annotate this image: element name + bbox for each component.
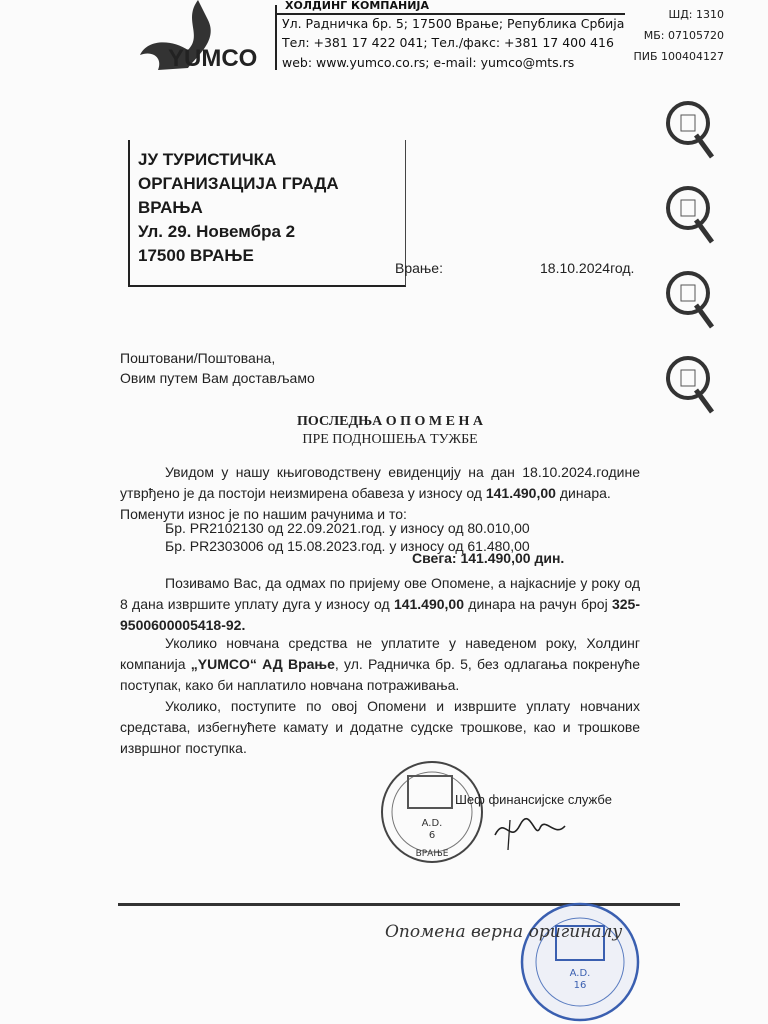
recipient-box bbox=[128, 140, 406, 287]
svg-text:YUMCO: YUMCO bbox=[168, 45, 258, 72]
company-phone: Тел: +381 17 422 041; Тел./факс: +381 17 400 416 bbox=[282, 35, 614, 50]
paragraph-4: Уколико, поступите по овој Опомени и извршите уплату новчаних средстава, избегнућете камату и додатне судске трошкове, као и трошкове извршног поступка. bbox=[120, 698, 640, 756]
paragraph-1: Увидом у нашу књиговодствену евиденцију на дан 18.10.2024.године утврђено је да постоји неизмирена обавеза у износу од 141.490,00 динара. bbox=[120, 464, 640, 501]
invoice-line: Бр. PR2303006 од 15.08.2023.год. у износу од 61.480,00 bbox=[165, 538, 530, 554]
certified-copy-stamp bbox=[518, 900, 642, 1024]
quality-cert-icon bbox=[664, 350, 716, 416]
recipient-line: 17500 ВРАЊЕ bbox=[138, 246, 254, 265]
bank-account: 325-9500600005418-92. bbox=[120, 596, 640, 633]
quality-cert-icon bbox=[664, 265, 716, 331]
paragraph-1-note: Поменути износ је по нашим рачунима и то: bbox=[120, 506, 407, 522]
document-title: ПОСЛЕДЊА О П О М Е Н А bbox=[297, 414, 483, 429]
company-sd: ШД: 1310 bbox=[668, 8, 724, 21]
total: Свега: 141.490,00 дин. bbox=[412, 550, 565, 566]
paragraph-2: Позивамо Вас, да одмах по пријему ове Опомене, а најкасније у року од 8 дана извршите уплату дуга у износу од 141.490,00 динара на рачун број 325-9500600005418-92. bbox=[120, 575, 640, 633]
svg-text:6: 6 bbox=[428, 830, 436, 841]
recipient-line: Ул. 29. Новембра 2 bbox=[138, 222, 296, 241]
quality-cert-icon bbox=[664, 95, 716, 161]
svg-text:ВРАЊЕ: ВРАЊЕ bbox=[415, 849, 449, 859]
quality-cert-icon bbox=[664, 180, 716, 246]
document-subtitle: ПРЕ ПОДНОШЕЊА ТУЖБЕ bbox=[302, 432, 478, 447]
svg-text:A.D.: A.D. bbox=[421, 818, 443, 829]
svg-text:A.D.: A.D. bbox=[569, 968, 591, 979]
place: Врање: bbox=[395, 260, 443, 276]
company-mb: МБ: 07105720 bbox=[643, 29, 724, 42]
company-stamp bbox=[378, 758, 486, 866]
recipient-line: ОРГАНИЗАЦИЈА ГРАДА bbox=[138, 174, 339, 193]
invoice-line: Бр. PR2102130 од 22.09.2021.год. у износу од 80.010,00 bbox=[165, 520, 530, 536]
handwritten-note: Опомена верна оригиналу bbox=[385, 922, 623, 942]
signature-label: Шеф финансијске службе bbox=[455, 792, 612, 807]
company-top-line: ХОЛДИНГ КОМПАНИЈА bbox=[285, 0, 430, 12]
debt-amount: 141.490,00 bbox=[485, 485, 556, 501]
recipient-line: ВРАЊА bbox=[138, 198, 203, 217]
intro: Овим путем Вам достављамо bbox=[120, 370, 315, 386]
greeting: Поштовани/Поштована, bbox=[120, 350, 276, 366]
signature bbox=[490, 810, 570, 850]
header-rule bbox=[275, 13, 625, 15]
yumco-logo bbox=[128, 0, 278, 72]
date: 18.10.2024год. bbox=[540, 260, 635, 276]
company-address: Ул. Радничка бр. 5; 17500 Врање; Република Србија bbox=[282, 16, 625, 31]
company-pib: ПИБ 100404127 bbox=[633, 50, 724, 63]
svg-text:16: 16 bbox=[573, 980, 587, 991]
paragraph-3: Уколико новчана средства не уплатите у наведеном року, Холдинг компанија „YUMCO“ АД Врање, ул. Радничка бр. 5, без одлагања покренуће поступак, како би наплатило новчана потраживања. bbox=[120, 635, 641, 693]
recipient-line: ЈУ ТУРИСТИЧКА bbox=[138, 150, 277, 169]
company-web-email: web: www.yumco.co.rs; e-mail: yumco@mts.rs bbox=[282, 55, 575, 70]
